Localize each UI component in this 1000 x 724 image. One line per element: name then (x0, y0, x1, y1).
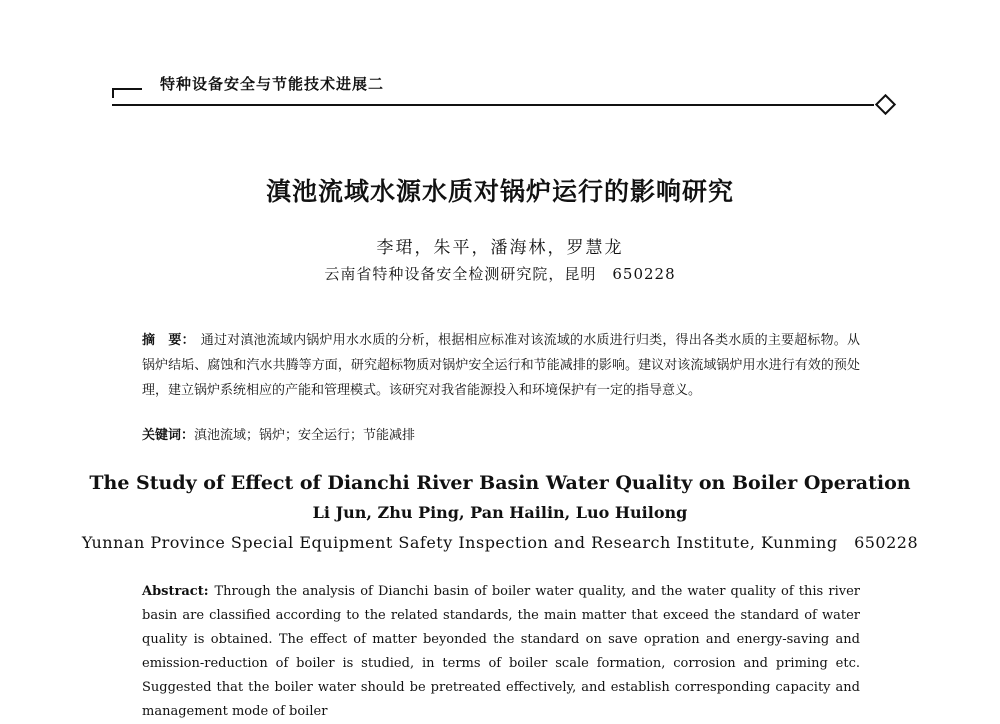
chinese-abstract (142, 328, 860, 403)
header-rule (112, 104, 874, 106)
chinese-authors: 李珺，朱平，潘海林，罗慧龙 (376, 238, 624, 258)
chinese-abstract-text: 通过对滇池流域内锅炉用水水质的分析，根据相应标准对该流域的水质进行归类，得出各类水质的主要超标物。从锅炉结垢、腐蚀和汽水共腾等方面，研究超标物质对锅炉安全运行和节能减排的影响。建议对该流域锅炉用水进行有效的预处理，建立锅炉系统相应的产能和管理模式。该研究对我省能源投入和环境保护有一定的指导意义。 (142, 333, 860, 398)
english-affiliation: Yunnan Province Special Equipment Safety Inspection and Research Institute, Kunming 650228 (81, 533, 919, 552)
running-header: 特种设备安全与节能技术进展二 (160, 75, 385, 93)
header-rule-short (112, 88, 142, 90)
english-abstract (142, 580, 860, 724)
chinese-keywords-text: 滇池流域；锅炉；安全运行；节能减排 (194, 428, 416, 443)
chinese-keywords-label: 关键词： (142, 428, 195, 443)
english-abstract-label: Abstract: (142, 584, 209, 599)
header-rule-tick (112, 88, 114, 98)
chinese-title: 滇池流域水源水质对锅炉运行的影响研究 (265, 177, 734, 206)
english-abstract-text: Through the analysis of Dianchi basin of boiler water quality, and the water quality of this river basin are classified according to the related standards, the main matter that exceed the standard of water quality is obtained. The effect of matter beyonded the standard on save opration and energy-saving and emission-reduction of boiler is studied, in terms of boiler scale formation, corrosion and priming etc. Suggested that the boiler water should be pretreated effectively, and establish corresponding capacity and management mode of boiler (142, 584, 860, 719)
diamond-icon (875, 94, 896, 115)
chinese-keywords (142, 426, 860, 446)
chinese-affiliation: 云南省特种设备安全检测研究院，昆明 650228 (324, 265, 676, 283)
english-authors: Li Jun, Zhu Ping, Pan Hailin, Luo Huilong (312, 503, 688, 522)
chinese-abstract-label: 摘 要： (142, 333, 195, 348)
english-title: The Study of Effect of Dianchi River Basin Water Quality on Boiler Operation (89, 472, 911, 494)
